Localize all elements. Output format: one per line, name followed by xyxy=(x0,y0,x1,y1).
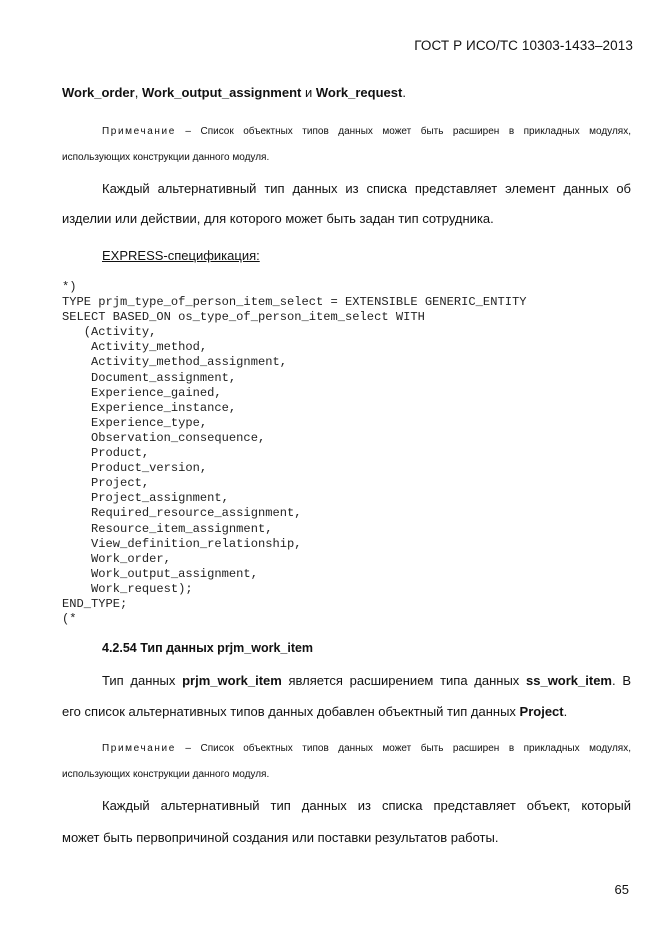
entity-work-request: Work_request xyxy=(315,85,403,100)
entity-work-output-assignment: Work_output_assignment xyxy=(141,85,302,100)
note-1-line-1: Примечание – Список объектных типов данных может быть расширен в прикладных модулях, xyxy=(102,126,631,137)
note-2-line-1: Примечание – Список объектных типов данных может быть расширен в прикладных модулях, xyxy=(102,743,631,754)
note-1-line-2: использующих конструкции данного модуля. xyxy=(62,152,270,163)
express-code-block: *) TYPE prjm_type_of_person_item_select = EXTENSIBLE GENERIC_ENTITY SELECT BASED_ON os_type_of_person_item_select WITH (Activity, Activity_method, Activity_method_assignment, Document_assignment, Experience_gained, Experience_instance, Experience_type, Observation_consequence, Product, Product_version, Project, Project_assignment, Required_resource_assignment, Resource_item_assignment, View_definition_relationship, Work_order, Work_output_assignment, Work_request); END_TYPE; (* xyxy=(62,280,527,627)
paragraph-3-line-1: Каждый альтернативный тип данных из списка представляет объект, который xyxy=(102,798,631,813)
page-number: 65 xyxy=(614,882,629,897)
paragraph-1-line-2: изделии или действии, для которого может быть задан тип сотрудника. xyxy=(62,211,494,226)
express-spec-label: EXPRESS-спецификация: xyxy=(102,248,260,263)
entity-work-order: Work_order xyxy=(62,85,135,100)
document-header: ГОСТ Р ИСО/ТС 10303-1433–2013 xyxy=(414,38,633,53)
type-prjm-work-item: prjm_work_item xyxy=(182,673,282,688)
type-ss-work-item: ss_work_item xyxy=(526,673,612,688)
note-label: Примечание xyxy=(102,743,176,754)
paragraph-2-line-1: Тип данных prjm_work_item является расширением типа данных ss_work_item. В xyxy=(102,673,631,688)
paragraph-2-line-2: его список альтернативных типов данных добавлен объектный тип данных Project. xyxy=(62,704,568,719)
paragraph-1-line-1: Каждый альтернативный тип данных из списка представляет элемент данных об xyxy=(102,181,631,196)
entity-project: Project xyxy=(519,704,564,719)
intro-line: Work_order, Work_output_assignment и Work_request. xyxy=(62,85,406,100)
note-2-line-2: использующих конструкции данного модуля. xyxy=(62,769,270,780)
note-label: Примечание xyxy=(102,126,176,137)
paragraph-3-line-2: может быть первопричиной создания или поставки результатов работы. xyxy=(62,830,499,845)
section-heading: 4.2.54 Тип данных prjm_work_item xyxy=(102,641,314,655)
